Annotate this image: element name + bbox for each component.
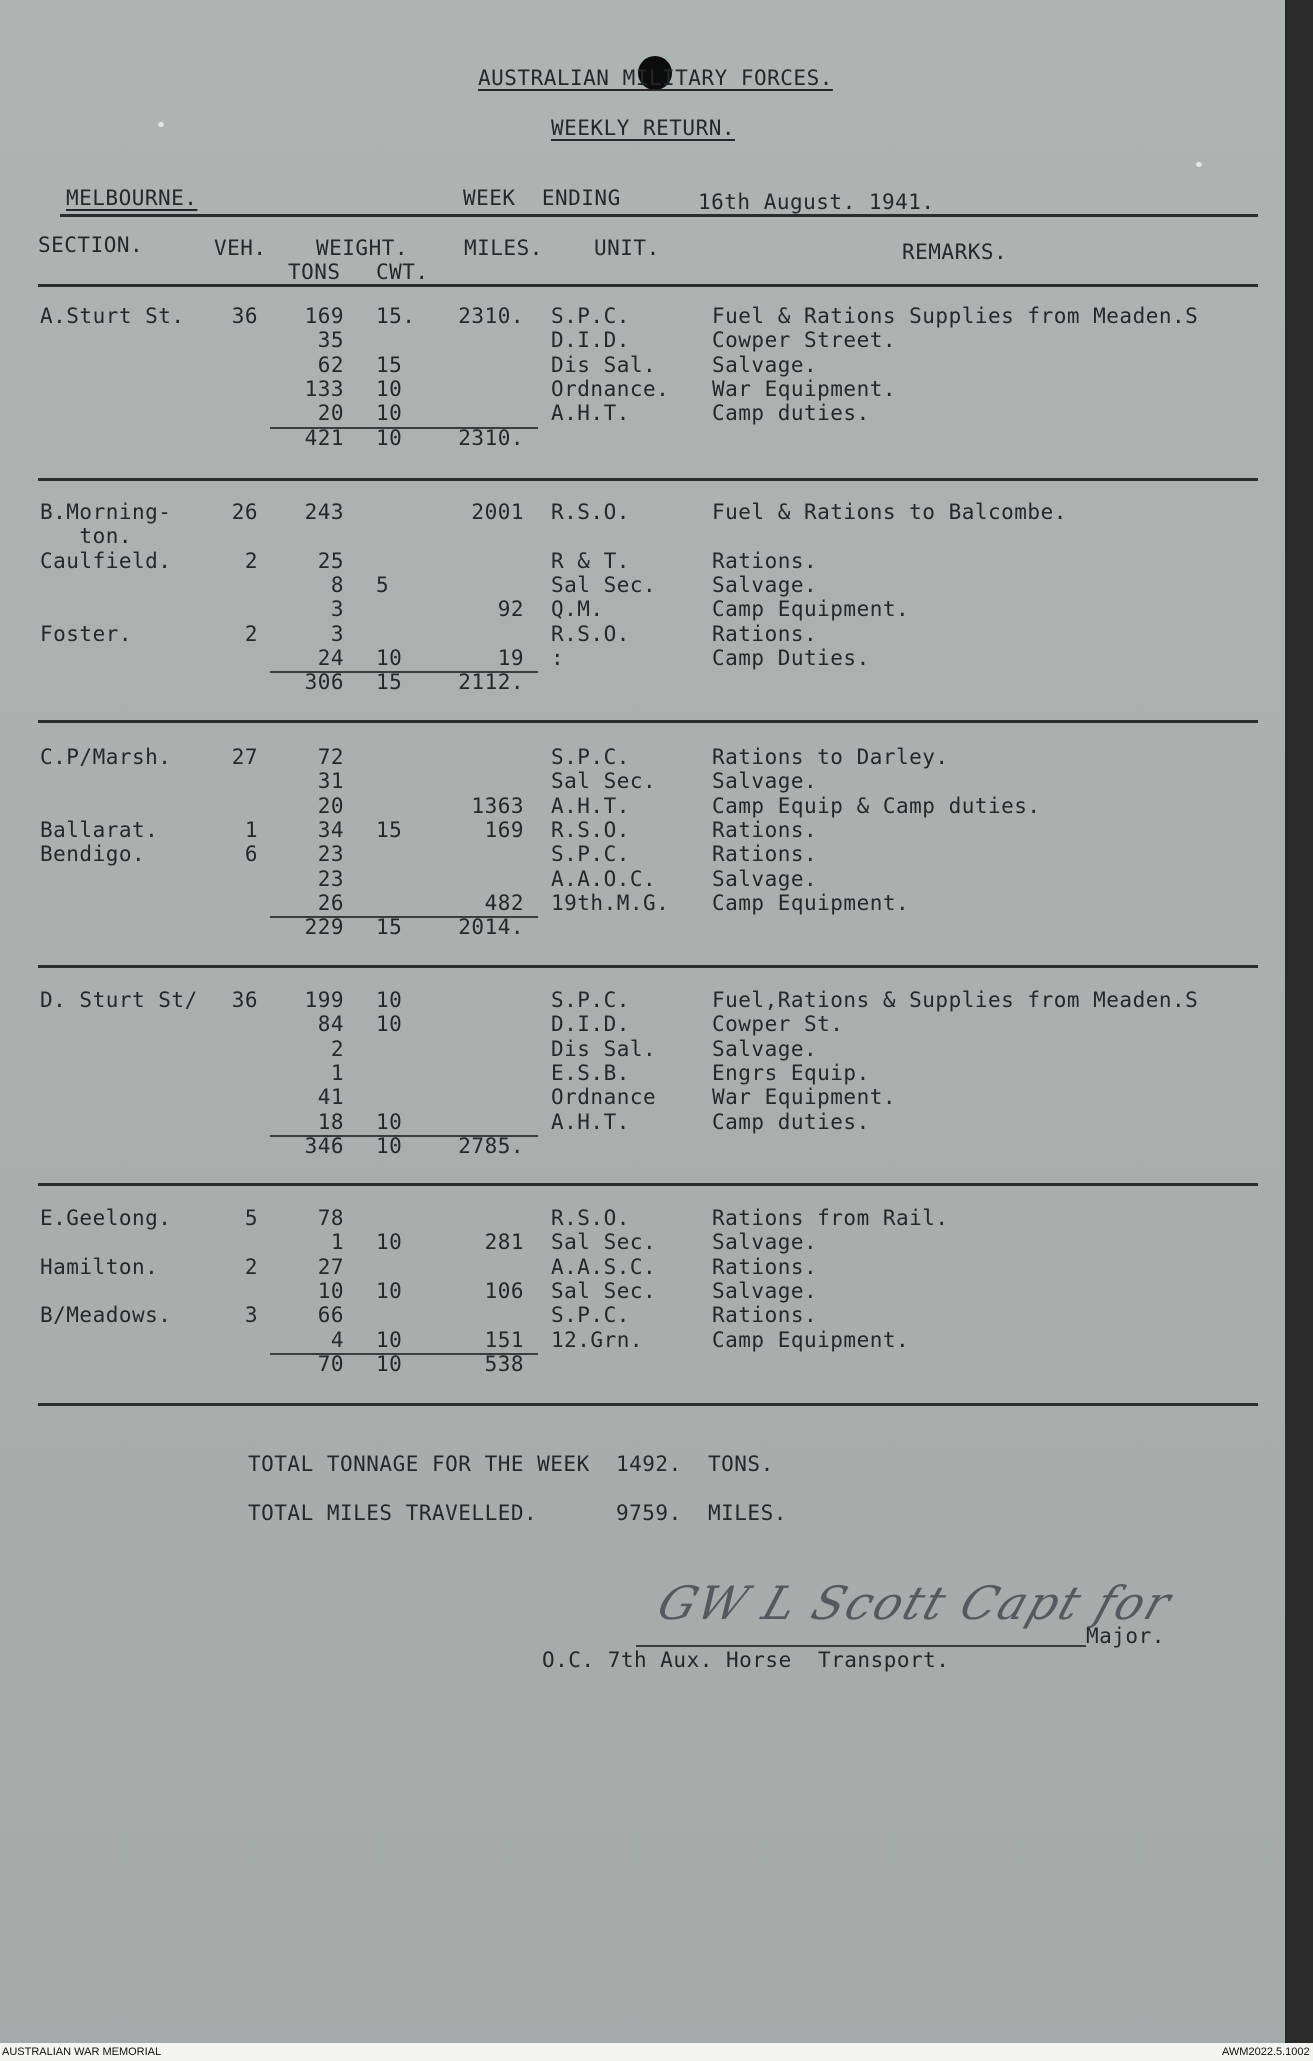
row-tons: 169 xyxy=(304,304,344,328)
row-miles: 482 xyxy=(484,890,524,915)
row-tons: 20 xyxy=(317,793,344,818)
doc-subtitle: WEEKLY RETURN. xyxy=(551,116,736,140)
row-unit: Sal Sec. xyxy=(551,769,657,794)
row-veh: 36 xyxy=(231,988,258,1012)
col-cwt: CWT. xyxy=(376,260,429,284)
row-remarks: Camp Equipment. xyxy=(712,890,910,915)
row-remarks: Salvage. xyxy=(712,1036,818,1061)
subtotal-tons: 229 xyxy=(304,915,344,940)
row-cwt: 10 xyxy=(376,988,403,1012)
row-remarks: Fuel & Rations Supplies from Meaden.S xyxy=(712,304,1199,328)
row-unit: Ordnance xyxy=(551,1085,657,1110)
row-unit: D.I.D. xyxy=(551,1012,630,1037)
row-unit: R.S.O. xyxy=(551,817,630,842)
signature-line xyxy=(636,1645,1086,1647)
row-miles: 151 xyxy=(484,1327,524,1352)
subtotal-cwt: 10 xyxy=(376,425,403,450)
row-unit: S.P.C. xyxy=(551,745,630,769)
signature-title: O.C. 7th Aux. Horse Transport. xyxy=(542,1648,950,1672)
row-tons: 78 xyxy=(317,1206,344,1230)
doc-title: AUSTRALIAN MILITARY FORCES. xyxy=(478,66,833,90)
subtotal-tons: 421 xyxy=(304,425,344,450)
row-section: Foster. xyxy=(40,621,133,646)
row-tons: 35 xyxy=(317,328,344,353)
row-remarks: War Equipment. xyxy=(712,1085,897,1110)
page-edge xyxy=(1285,0,1313,2043)
row-remarks: Rations. xyxy=(712,621,818,646)
col-veh: VEH. xyxy=(214,236,267,260)
row-remarks: Camp duties. xyxy=(712,401,870,426)
row-miles: 169 xyxy=(484,817,524,842)
row-remarks: Rations. xyxy=(712,1254,818,1279)
row-tons: 72 xyxy=(317,745,344,769)
subtotal-tons: 306 xyxy=(304,670,344,695)
row-section: B.Morning- xyxy=(40,500,172,524)
row-unit: R.S.O. xyxy=(551,500,630,524)
row-unit: : xyxy=(551,645,565,670)
row-tons: 1 xyxy=(330,1060,344,1085)
row-remarks: Cowper St. xyxy=(712,1012,844,1037)
section-rule xyxy=(38,720,1258,723)
row-veh: 5 xyxy=(244,1206,258,1230)
row-cwt: 10 xyxy=(376,1278,403,1303)
row-unit: A.H.T. xyxy=(551,793,630,818)
row-remarks: Salvage. xyxy=(712,572,818,597)
location: MELBOURNE. xyxy=(66,186,198,210)
row-section: C.P/Marsh. xyxy=(40,745,172,769)
row-remarks: Salvage. xyxy=(712,1230,818,1255)
row-cwt: 15 xyxy=(376,352,403,377)
subtotal-cwt: 15 xyxy=(376,670,403,695)
row-unit: Ordnance. xyxy=(551,376,670,401)
row-unit: S.P.C. xyxy=(551,304,630,328)
row-unit: R.S.O. xyxy=(551,621,630,646)
row-cwt: 5 xyxy=(376,572,390,597)
row-remarks: Camp duties. xyxy=(712,1109,870,1134)
col-unit: UNIT. xyxy=(594,236,660,260)
row-tons: 3 xyxy=(330,597,344,622)
row-cwt: 10 xyxy=(376,1230,403,1255)
row-remarks: Salvage. xyxy=(712,1278,818,1303)
row-tons: 41 xyxy=(317,1085,344,1110)
row-section: Hamilton. xyxy=(40,1254,159,1279)
row-tons: 2 xyxy=(330,1036,344,1061)
row-tons: 31 xyxy=(317,769,344,794)
section-rule xyxy=(38,1183,1258,1186)
row-remarks: Rations. xyxy=(712,1303,818,1328)
row-unit: R & T. xyxy=(551,548,630,573)
row-unit: Q.M. xyxy=(551,597,604,622)
row-remarks: Rations. xyxy=(712,817,818,842)
row-unit: E.S.B. xyxy=(551,1060,630,1085)
row-unit: 12.Grn. xyxy=(551,1327,644,1352)
subtotal-miles: 2014. xyxy=(458,915,524,940)
row-tons: 24 xyxy=(317,645,344,670)
section-rule xyxy=(38,478,1258,481)
row-tons: 243 xyxy=(304,500,344,524)
row-remarks: War Equipment. xyxy=(712,376,897,401)
paper-speck xyxy=(158,122,164,127)
row-remarks: Salvage. xyxy=(712,866,818,891)
row-veh: 36 xyxy=(231,304,258,328)
subtotal-tons: 70 xyxy=(317,1351,344,1376)
row-miles: 281 xyxy=(484,1230,524,1255)
row-section: Ballarat. xyxy=(40,817,159,842)
row-unit: A.H.T. xyxy=(551,401,630,426)
row-unit: R.S.O. xyxy=(551,1206,630,1230)
col-section: SECTION. xyxy=(38,233,144,257)
row-remarks: Rations to Darley. xyxy=(712,745,949,769)
row-tons: 27 xyxy=(317,1254,344,1279)
row-cwt: 10 xyxy=(376,645,403,670)
subtotal-cwt: 10 xyxy=(376,1133,403,1158)
row-unit: S.P.C. xyxy=(551,842,630,867)
row-tons: 133 xyxy=(304,376,344,401)
row-cwt: 15. xyxy=(376,304,416,328)
week-date: 16th August. 1941. xyxy=(698,190,935,214)
col-weight: WEIGHT. xyxy=(316,236,409,260)
subtotal-miles: 2785. xyxy=(458,1133,524,1158)
subtotal-tons: 346 xyxy=(304,1133,344,1158)
row-tons: 20 xyxy=(317,401,344,426)
signature-rank: Major. xyxy=(1086,1624,1165,1648)
row-unit: Sal Sec. xyxy=(551,1230,657,1255)
row-cwt: 15 xyxy=(376,817,403,842)
row-remarks: Cowper Street. xyxy=(712,328,897,353)
row-remarks: Salvage. xyxy=(712,769,818,794)
row-tons: 62 xyxy=(317,352,344,377)
paper-speck xyxy=(1196,162,1202,167)
row-unit: A.H.T. xyxy=(551,1109,630,1134)
row-section: B/Meadows. xyxy=(40,1303,172,1328)
row-unit: 19th.M.G. xyxy=(551,890,670,915)
row-remarks: Engrs Equip. xyxy=(712,1060,870,1085)
row-remarks: Camp Equipment. xyxy=(712,597,910,622)
row-tons: 84 xyxy=(317,1012,344,1037)
week-label: WEEK ENDING xyxy=(463,186,621,210)
subtotal-miles: 2112. xyxy=(458,670,524,695)
col-remarks: REMARKS. xyxy=(902,240,1008,264)
row-tons: 4 xyxy=(330,1327,344,1352)
row-section: Bendigo. xyxy=(40,842,146,867)
row-remarks: Camp Equipment. xyxy=(712,1327,910,1352)
row-miles: 2310. xyxy=(458,304,524,328)
row-remarks: Fuel & Rations to Balcombe. xyxy=(712,500,1067,524)
handwritten-signature: GW L Scott Capt for xyxy=(651,1576,1180,1630)
subtotal-miles: 538 xyxy=(484,1351,524,1376)
row-veh: 6 xyxy=(244,842,258,867)
row-tons: 8 xyxy=(330,572,344,597)
row-miles: 106 xyxy=(484,1278,524,1303)
section-rule xyxy=(38,1403,1258,1406)
col-tons: TONS xyxy=(288,260,341,284)
row-tons: 199 xyxy=(304,988,344,1012)
row-section: A.Sturt St. xyxy=(40,304,185,328)
header-rule xyxy=(60,214,1258,217)
row-tons: 26 xyxy=(317,890,344,915)
total-tonnage: TOTAL TONNAGE FOR THE WEEK 1492. TONS. xyxy=(248,1452,774,1476)
row-veh: 3 xyxy=(244,1303,258,1328)
row-tons: 18 xyxy=(317,1109,344,1134)
row-tons: 66 xyxy=(317,1303,344,1328)
row-veh: 27 xyxy=(231,745,258,769)
row-miles: 92 xyxy=(497,597,524,622)
row-unit: Sal Sec. xyxy=(551,572,657,597)
row-section: E.Geelong. xyxy=(40,1206,172,1230)
row-unit: A.A.S.C. xyxy=(551,1254,657,1279)
row-unit: Sal Sec. xyxy=(551,1278,657,1303)
column-header-rule xyxy=(38,284,1258,287)
row-unit: S.P.C. xyxy=(551,988,630,1012)
row-veh: 2 xyxy=(244,621,258,646)
col-miles: MILES. xyxy=(464,236,543,260)
row-unit: A.A.O.C. xyxy=(551,866,657,891)
subtotal-cwt: 15 xyxy=(376,915,403,940)
subtotal-cwt: 10 xyxy=(376,1351,403,1376)
row-unit: Dis Sal. xyxy=(551,352,657,377)
row-unit: S.P.C. xyxy=(551,1303,630,1328)
row-remarks: Camp Equip & Camp duties. xyxy=(712,793,1041,818)
row-remarks: Camp Duties. xyxy=(712,645,870,670)
footer-archive: AUSTRALIAN WAR MEMORIAL xyxy=(2,2046,162,2058)
section-rule xyxy=(38,965,1258,968)
row-miles: 19 xyxy=(497,645,524,670)
row-section: D. Sturt St/ xyxy=(40,988,198,1012)
row-tons: 25 xyxy=(317,548,344,573)
row-miles: 1363 xyxy=(471,793,524,818)
row-unit: D.I.D. xyxy=(551,328,630,353)
subtotal-miles: 2310. xyxy=(458,425,524,450)
row-section: Caulfield. xyxy=(40,548,172,573)
total-miles: TOTAL MILES TRAVELLED. 9759. MILES. xyxy=(248,1501,787,1525)
row-miles: 2001 xyxy=(471,500,524,524)
row-cwt: 10 xyxy=(376,376,403,401)
row-cwt: 10 xyxy=(376,1012,403,1037)
row-tons: 23 xyxy=(317,866,344,891)
row-remarks: Rations from Rail. xyxy=(712,1206,949,1230)
row-tons: 10 xyxy=(317,1278,344,1303)
row-unit: Dis Sal. xyxy=(551,1036,657,1061)
row-remarks: Rations. xyxy=(712,548,818,573)
footer-reference: AWM2022.5.1002 xyxy=(1222,2046,1310,2058)
row-remarks: Salvage. xyxy=(712,352,818,377)
row-cwt: 10 xyxy=(376,1327,403,1352)
row-section: ton. xyxy=(40,524,133,549)
row-tons: 34 xyxy=(317,817,344,842)
row-tons: 23 xyxy=(317,842,344,867)
row-veh: 26 xyxy=(231,500,258,524)
row-tons: 3 xyxy=(330,621,344,646)
row-veh: 2 xyxy=(244,548,258,573)
row-remarks: Rations. xyxy=(712,842,818,867)
row-cwt: 10 xyxy=(376,401,403,426)
row-remarks: Fuel,Rations & Supplies from Meaden.S xyxy=(712,988,1199,1012)
row-cwt: 10 xyxy=(376,1109,403,1134)
row-tons: 1 xyxy=(330,1230,344,1255)
row-veh: 1 xyxy=(244,817,258,842)
row-veh: 2 xyxy=(244,1254,258,1279)
